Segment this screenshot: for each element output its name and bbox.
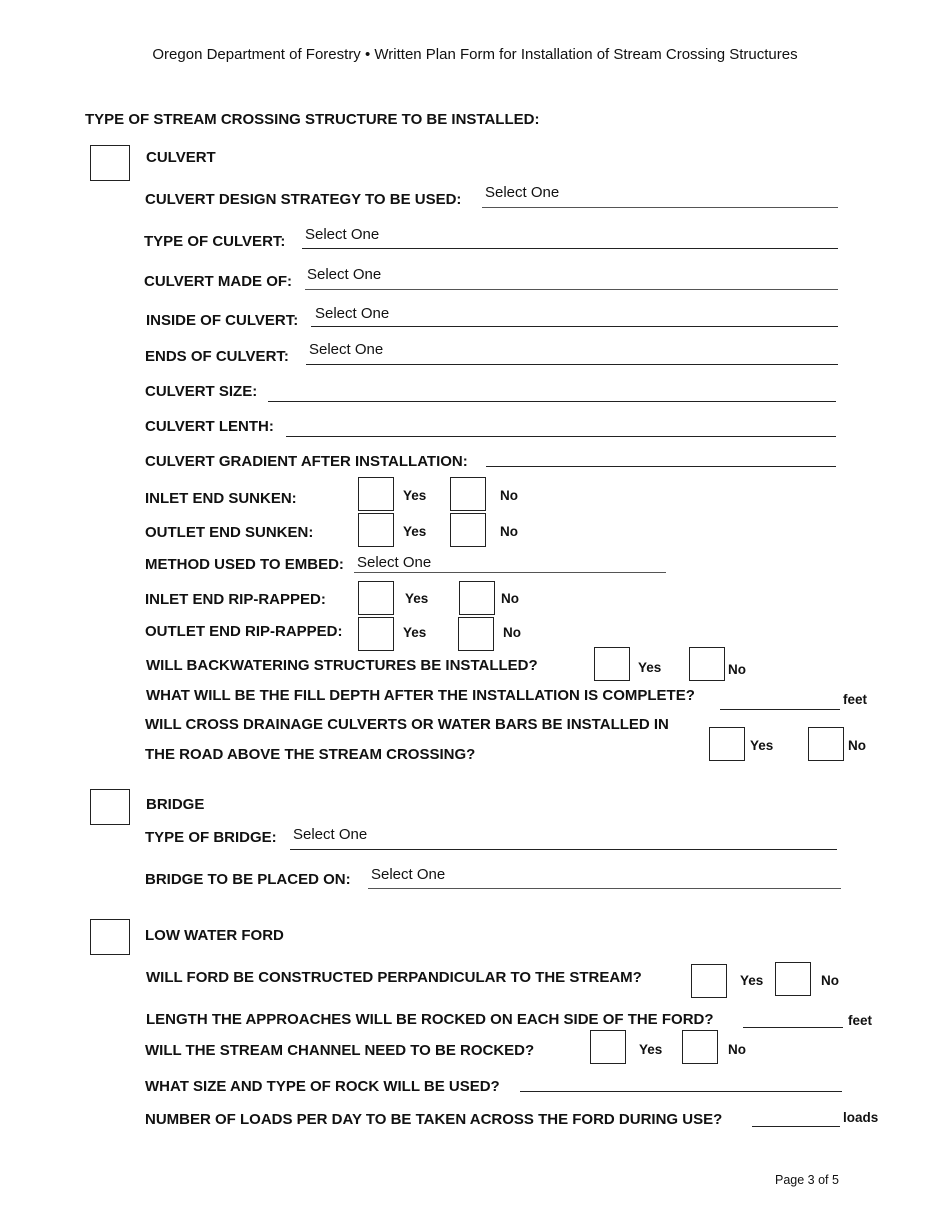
rock-size-label: WHAT SIZE AND TYPE OF ROCK WILL BE USED? [145,1078,500,1095]
ford-perpendicular-no-label: No [821,973,839,988]
culvert-type-select[interactable]: Select One [305,226,380,243]
embed-method-line [354,572,666,573]
bridge-title: BRIDGE [146,796,205,813]
backwater-no-label: No [728,662,746,677]
ford-perpendicular-yes-label: Yes [740,973,764,988]
culvert-design-strategy-line [482,207,838,208]
fill-depth-input[interactable] [720,709,840,710]
loads-input[interactable] [752,1126,840,1127]
culvert-gradient-label: CULVERT GRADIENT AFTER INSTALLATION: [145,453,468,470]
inlet-riprap-no-checkbox[interactable] [459,581,495,615]
rock-size-input[interactable] [520,1091,842,1092]
outlet-sunken-no-label: No [500,524,518,539]
bridge-placed-on-label: BRIDGE TO BE PLACED ON: [145,871,351,888]
low-water-ford-checkbox[interactable] [90,919,130,955]
bridge-type-label: TYPE OF BRIDGE: [145,829,277,846]
outlet-riprap-yes-checkbox[interactable] [358,617,394,651]
cross-drainage-label-line1: WILL CROSS DRAINAGE CULVERTS OR WATER BARS BE INSTALLED IN [145,716,669,733]
inlet-sunken-yes-checkbox[interactable] [358,477,394,511]
culvert-made-of-select[interactable]: Select One [307,266,382,283]
culvert-length-input[interactable] [286,436,836,437]
bridge-checkbox[interactable] [90,789,130,825]
inlet-sunken-no-label: No [500,488,518,503]
outlet-sunken-label: OUTLET END SUNKEN: [145,524,314,541]
ford-perpendicular-label: WILL FORD BE CONSTRUCTED PERPANDICULAR TO THE STREAM? [146,969,642,986]
inlet-riprap-no-label: No [501,591,519,606]
culvert-title: CULVERT [146,149,216,166]
channel-rocked-no-label: No [728,1042,746,1057]
ends-culvert-select[interactable]: Select One [309,341,384,358]
backwater-no-checkbox[interactable] [689,647,725,681]
inlet-sunken-no-checkbox[interactable] [450,477,486,511]
outlet-riprap-no-checkbox[interactable] [458,617,494,651]
section-heading: TYPE OF STREAM CROSSING STRUCTURE TO BE INSTALLED: [85,111,540,128]
approach-length-label: LENGTH THE APPROACHES WILL BE ROCKED ON EACH SIDE OF THE FORD? [146,1011,714,1028]
culvert-gradient-input[interactable] [486,466,836,467]
culvert-made-of-label: CULVERT MADE OF: [144,273,293,290]
approach-length-unit: feet [848,1013,873,1028]
outlet-sunken-yes-checkbox[interactable] [358,513,394,547]
culvert-type-line [302,248,838,249]
culvert-checkbox[interactable] [90,145,130,181]
document-header: Oregon Department of Forestry • Written Plan Form for Installation of Stream Crossing Structures [152,46,798,63]
culvert-design-strategy-select[interactable]: Select One [485,184,560,201]
channel-rocked-label: WILL THE STREAM CHANNEL NEED TO BE ROCKED? [145,1042,535,1059]
ford-perpendicular-yes-checkbox[interactable] [691,964,727,998]
outlet-riprap-no-label: No [503,625,521,640]
ends-culvert-line [306,364,838,365]
loads-label: NUMBER OF LOADS PER DAY TO BE TAKEN ACROSS THE FORD DURING USE? [145,1111,723,1128]
cross-drainage-yes-label: Yes [750,738,774,753]
bridge-type-line [290,849,837,850]
inside-culvert-label: INSIDE OF CULVERT: [146,312,299,329]
low-water-ford-title: LOW WATER FORD [145,927,284,944]
bridge-placed-on-select[interactable]: Select One [371,866,446,883]
outlet-riprap-label: OUTLET END RIP-RAPPED: [145,623,343,640]
outlet-sunken-yes-label: Yes [403,524,427,539]
approach-length-input[interactable] [743,1027,843,1028]
channel-rocked-yes-checkbox[interactable] [590,1030,626,1064]
cross-drainage-yes-checkbox[interactable] [709,727,745,761]
ford-perpendicular-no-checkbox[interactable] [775,962,811,996]
ends-culvert-label: ENDS OF CULVERT: [145,348,289,365]
outlet-sunken-no-checkbox[interactable] [450,513,486,547]
cross-drainage-no-label: No [848,738,866,753]
inlet-sunken-yes-label: Yes [403,488,427,503]
culvert-design-strategy-label: CULVERT DESIGN STRATEGY TO BE USED: [145,191,462,208]
bridge-type-select[interactable]: Select One [293,826,368,843]
inlet-riprap-yes-label: Yes [405,591,429,606]
backwater-yes-checkbox[interactable] [594,647,630,681]
cross-drainage-label-line2: THE ROAD ABOVE THE STREAM CROSSING? [145,746,476,763]
backwater-yes-label: Yes [638,660,662,675]
bridge-placed-on-line [368,888,841,889]
channel-rocked-yes-label: Yes [639,1042,663,1057]
fill-depth-unit: feet [843,692,868,707]
outlet-riprap-yes-label: Yes [403,625,427,640]
cross-drainage-no-checkbox[interactable] [808,727,844,761]
inlet-sunken-label: INLET END SUNKEN: [145,490,297,507]
inlet-riprap-label: INLET END RIP-RAPPED: [145,591,326,608]
embed-method-select[interactable]: Select One [357,554,432,571]
inside-culvert-select[interactable]: Select One [315,305,390,322]
culvert-made-of-line [305,289,838,290]
backwater-label: WILL BACKWATERING STRUCTURES BE INSTALLED? [146,657,538,674]
channel-rocked-no-checkbox[interactable] [682,1030,718,1064]
loads-unit: loads [843,1110,879,1125]
fill-depth-label: WHAT WILL BE THE FILL DEPTH AFTER THE INSTALLATION IS COMPLETE? [146,687,695,704]
culvert-size-label: CULVERT SIZE: [145,383,258,400]
page-number: Page 3 of 5 [775,1173,839,1187]
inlet-riprap-yes-checkbox[interactable] [358,581,394,615]
embed-method-label: METHOD USED TO EMBED: [145,556,344,573]
inside-culvert-line [311,326,838,327]
culvert-type-label: TYPE OF CULVERT: [144,233,286,250]
culvert-size-input[interactable] [268,401,836,402]
culvert-length-label: CULVERT LENTH: [145,418,274,435]
